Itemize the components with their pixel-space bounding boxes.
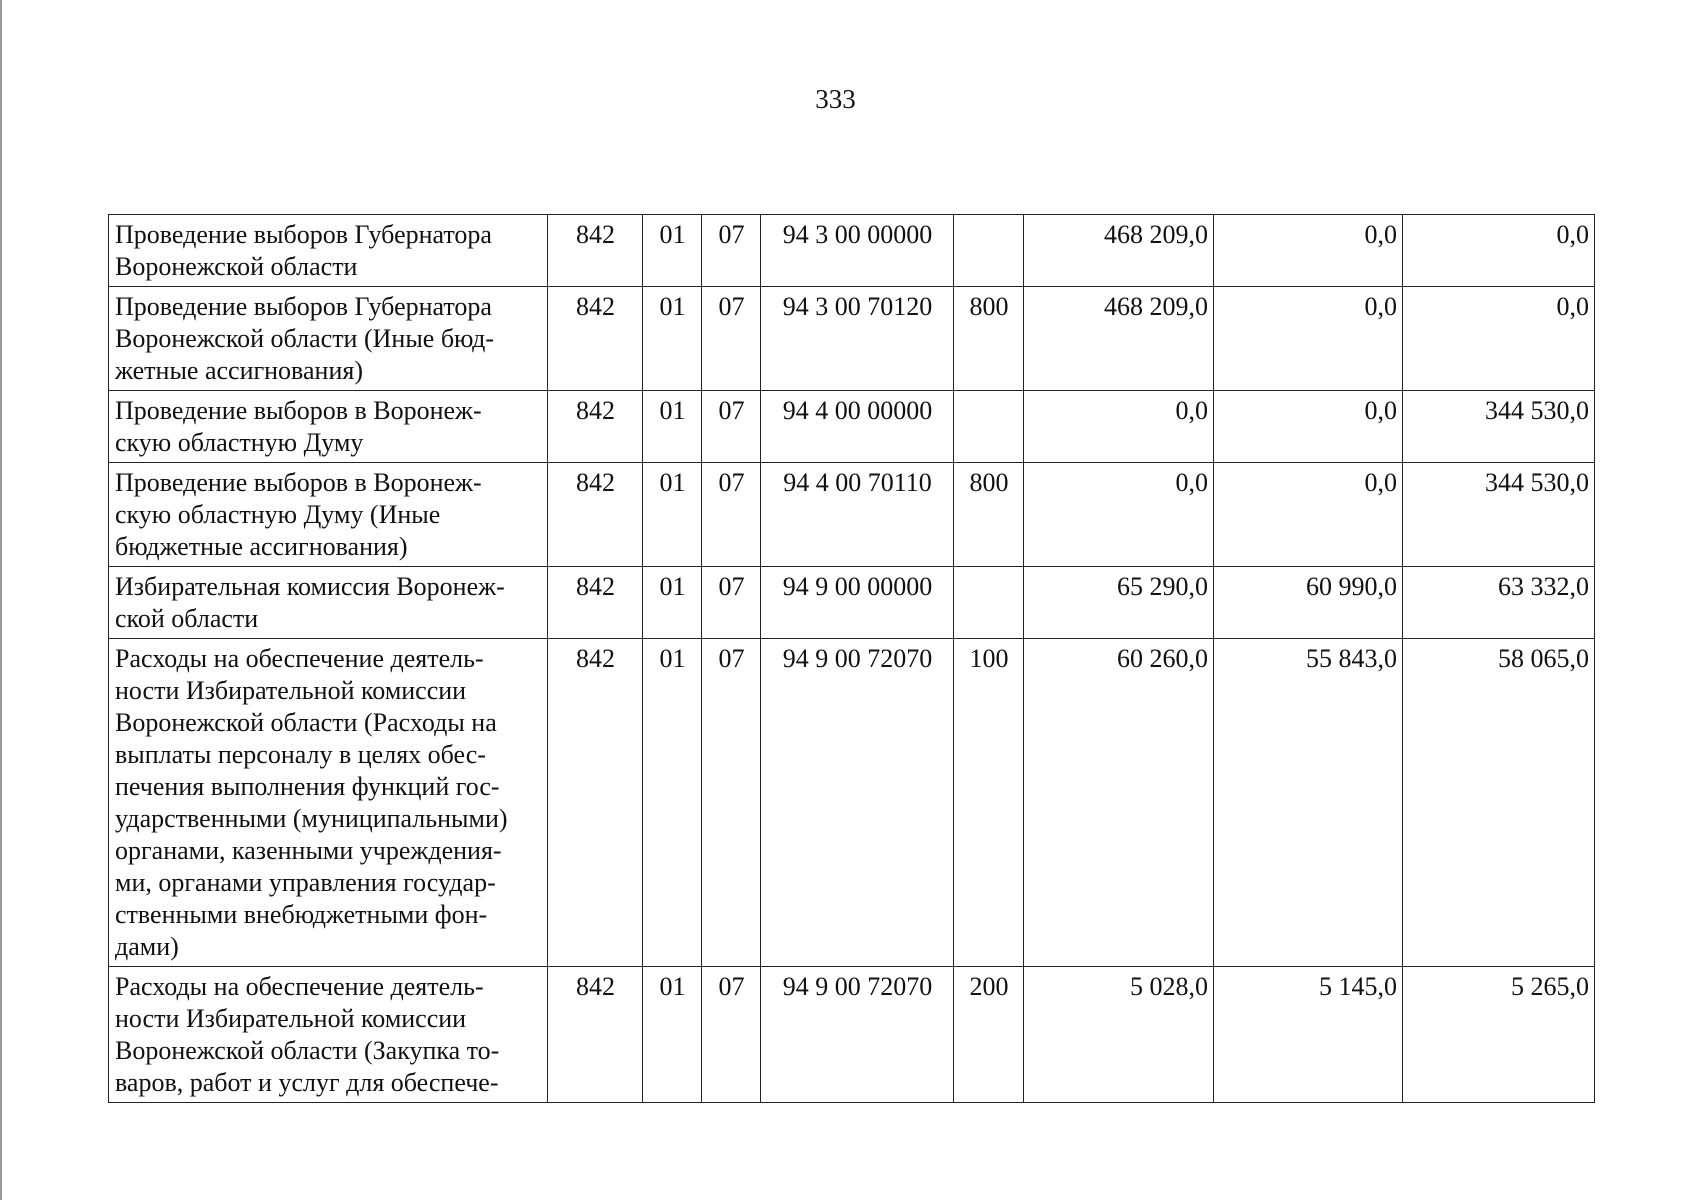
ministry-code-cell: 842 <box>548 567 643 639</box>
ministry-code-cell: 842 <box>548 287 643 391</box>
section-code-cell: 01 <box>643 215 702 287</box>
expense-name-line: печения выполнения функций гос- <box>115 772 500 801</box>
section-code-cell: 01 <box>643 967 702 1103</box>
amount-year1-cell: 468 209,0 <box>1024 287 1214 391</box>
subsection-code-cell: 07 <box>702 287 761 391</box>
subsection-code-cell: 07 <box>702 639 761 967</box>
section-code-cell: 01 <box>643 567 702 639</box>
expense-name-line: ударственными (муниципальными) <box>115 804 508 833</box>
section-code-cell: 01 <box>643 639 702 967</box>
expense-name-line: Расходы на обеспечение деятель- <box>115 644 484 673</box>
section-code-cell: 01 <box>643 463 702 567</box>
table-body <box>109 215 1595 1103</box>
target-article-cell: 94 4 00 70110 <box>761 463 954 567</box>
expense-name-line: Проведение выборов в Воронеж- <box>115 468 482 497</box>
expense-name-line: ской области <box>115 604 259 633</box>
subsection-code-cell: 07 <box>702 391 761 463</box>
amount-year3-cell: 344 530,0 <box>1403 391 1595 463</box>
expense-type-cell: 100 <box>954 639 1024 967</box>
ministry-code-cell: 842 <box>548 215 643 287</box>
expense-name-line: скую областную Думу (Иные <box>115 500 441 529</box>
table-row <box>109 567 1595 639</box>
expense-name-cell <box>109 215 548 287</box>
expense-name-line: Проведение выборов Губернатора <box>115 292 492 321</box>
amount-year3-cell: 0,0 <box>1403 215 1595 287</box>
amount-year1-cell: 468 209,0 <box>1024 215 1214 287</box>
amount-year3-cell: 58 065,0 <box>1403 639 1595 967</box>
expense-name-line: дами) <box>115 932 179 961</box>
expense-name-cell <box>109 639 548 967</box>
amount-year1-cell: 0,0 <box>1024 391 1214 463</box>
expense-name-line: Воронежской области (Расходы на <box>115 708 497 737</box>
ministry-code-cell: 842 <box>548 967 643 1103</box>
expense-name-line: ности Избирательной комиссии <box>115 1004 467 1033</box>
target-article-cell: 94 3 00 00000 <box>761 215 954 287</box>
amount-year3-cell: 5 265,0 <box>1403 967 1595 1103</box>
amount-year2-cell: 60 990,0 <box>1214 567 1403 639</box>
expense-name-cell <box>109 463 548 567</box>
expense-name-line: жетные ассигнования) <box>115 356 363 385</box>
expense-name-line: органами, казенными учреждения- <box>115 836 502 865</box>
table-row <box>109 463 1595 567</box>
expense-type-cell: 200 <box>954 967 1024 1103</box>
amount-year3-cell: 0,0 <box>1403 287 1595 391</box>
target-article-cell: 94 9 00 72070 <box>761 639 954 967</box>
scan-edge <box>0 0 2 1200</box>
budget-table <box>108 214 1595 1103</box>
amount-year2-cell: 0,0 <box>1214 215 1403 287</box>
amount-year1-cell: 5 028,0 <box>1024 967 1214 1103</box>
expense-type-cell: 800 <box>954 287 1024 391</box>
expense-name-line: варов, работ и услуг для обеспече- <box>115 1068 499 1097</box>
amount-year3-cell: 63 332,0 <box>1403 567 1595 639</box>
expense-name-line: Проведение выборов Губернатора <box>115 220 492 249</box>
table-row <box>109 967 1595 1103</box>
expense-name-line: Избирательная комиссия Воронеж- <box>115 572 505 601</box>
subsection-code-cell: 07 <box>702 463 761 567</box>
expense-name-line: Проведение выборов в Воронеж- <box>115 396 482 425</box>
subsection-code-cell: 07 <box>702 967 761 1103</box>
expense-name-line: ственными внебюджетными фон- <box>115 900 488 929</box>
expense-name-line: бюджетные ассигнования) <box>115 532 408 561</box>
section-code-cell: 01 <box>643 287 702 391</box>
expense-type-cell: 800 <box>954 463 1024 567</box>
expense-name-cell <box>109 567 548 639</box>
target-article-cell: 94 4 00 00000 <box>761 391 954 463</box>
subsection-code-cell: 07 <box>702 567 761 639</box>
expense-type-cell <box>954 215 1024 287</box>
target-article-cell: 94 3 00 70120 <box>761 287 954 391</box>
target-article-cell: 94 9 00 00000 <box>761 567 954 639</box>
amount-year1-cell: 60 260,0 <box>1024 639 1214 967</box>
expense-name-line: скую областную Думу <box>115 428 364 457</box>
expense-type-cell <box>954 567 1024 639</box>
amount-year3-cell: 344 530,0 <box>1403 463 1595 567</box>
expense-type-cell <box>954 391 1024 463</box>
table-row <box>109 215 1595 287</box>
expense-name-line: ми, органами управления государ- <box>115 868 496 897</box>
table-row <box>109 391 1595 463</box>
amount-year2-cell: 5 145,0 <box>1214 967 1403 1103</box>
expense-name-line: Расходы на обеспечение деятель- <box>115 972 484 1001</box>
expense-name-cell <box>109 967 548 1103</box>
amount-year2-cell: 0,0 <box>1214 287 1403 391</box>
expense-name-cell <box>109 391 548 463</box>
section-code-cell: 01 <box>643 391 702 463</box>
table-row <box>109 287 1595 391</box>
expense-name-line: выплаты персоналу в целях обес- <box>115 740 486 769</box>
target-article-cell: 94 9 00 72070 <box>761 967 954 1103</box>
expense-name-line: Воронежской области (Иные бюд- <box>115 324 495 353</box>
page-number: 333 <box>815 84 856 114</box>
expense-name-line: ности Избирательной комиссии <box>115 676 467 705</box>
subsection-code-cell: 07 <box>702 215 761 287</box>
amount-year2-cell: 55 843,0 <box>1214 639 1403 967</box>
ministry-code-cell: 842 <box>548 463 643 567</box>
ministry-code-cell: 842 <box>548 639 643 967</box>
ministry-code-cell: 842 <box>548 391 643 463</box>
amount-year1-cell: 65 290,0 <box>1024 567 1214 639</box>
expense-name-line: Воронежской области <box>115 252 358 281</box>
amount-year1-cell: 0,0 <box>1024 463 1214 567</box>
amount-year2-cell: 0,0 <box>1214 391 1403 463</box>
amount-year2-cell: 0,0 <box>1214 463 1403 567</box>
expense-name-line: Воронежской области (Закупка то- <box>115 1036 500 1065</box>
expense-name-cell <box>109 287 548 391</box>
table-row <box>109 639 1595 967</box>
